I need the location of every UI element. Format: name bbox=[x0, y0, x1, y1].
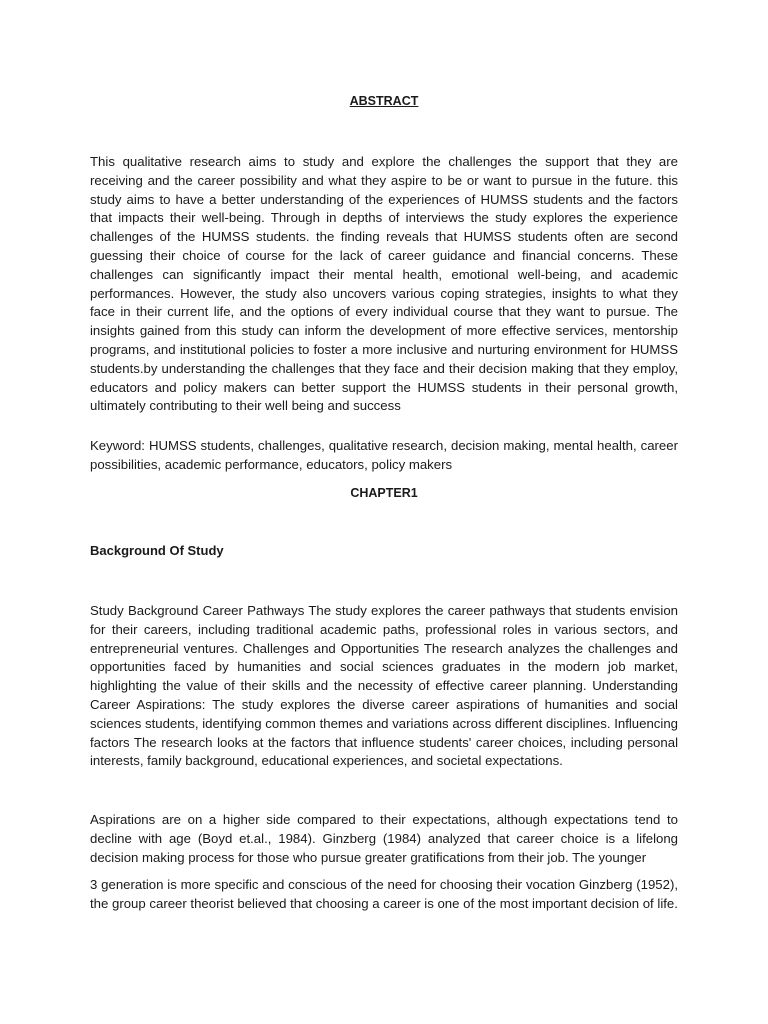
keyword-paragraph: Keyword: HUMSS students, challenges, qualitative research, decision making, mental health, career possibilities, academic performance, educators, policy makers bbox=[90, 438, 678, 472]
abstract-paragraph: This qualitative research aims to study and explore the challenges the support that they are receiving and the career possibility and what they aspire to be or want to pursue in the future. this study aims to have a better understanding of the experiences of HUMSS students and the factors that impacts their well-being. Through in depths of interviews the study explores the experience challenges of the HUMSS students. the finding reveals that HUMSS students often are second guessing their choice of course for the lack of career guidance and financial concerns. These challenges can significantly impact their mental health, emotional well-being, and academic performances. However, the study also uncovers various coping strategies, insights to what they face in their current life, and the options of every individual course that they want to pursue. The insights gained from this study can inform the development of more effective services, mentorship programs, and institutional policies to foster a more inclusive and nurturing environment for HUMSS students.by understanding the challenges that they face and their decision making that they employ, educators and policy makers can better support the HUMSS students in their personal growth, ultimately contributing to their well being and success bbox=[90, 154, 678, 414]
aspirations-paragraph: Aspirations are on a higher side compared to their expectations, although expectations tend to decline with age (Boyd et.al., 1984). Ginzberg (1984) analyzed that career choice is a lifelong decision making process for those who pursue greater gratifications from their job. The younger bbox=[90, 812, 678, 865]
generation-paragraph: 3 generation is more specific and conscious of the need for choosing their vocation Ginzberg (1952), the group career theorist believed that choosing a career is one of the most important decision of life. bbox=[90, 877, 678, 911]
background-paragraph: Study Background Career Pathways The study explores the career pathways that students envision for their careers, including traditional academic paths, professional roles in various sectors, and entrepreneurial ventures. Challenges and Opportunities The research analyzes the challenges and opportunities faced by humanities and social sciences graduates in the modern job market, highlighting the value of their skills and the necessity of effective career planning. Understanding Career Aspirations: The study explores the diverse career aspirations of humanities and social sciences students, identifying common themes and variations across different disciplines. Influencing factors The research looks at the factors that influence students' career choices, including personal interests, family background, educational experiences, and societal expectations. bbox=[90, 603, 678, 769]
background-heading: Background Of Study bbox=[90, 543, 224, 558]
chapter-title: CHAPTER1 bbox=[350, 486, 418, 500]
abstract-title: ABSTRACT bbox=[349, 94, 419, 108]
